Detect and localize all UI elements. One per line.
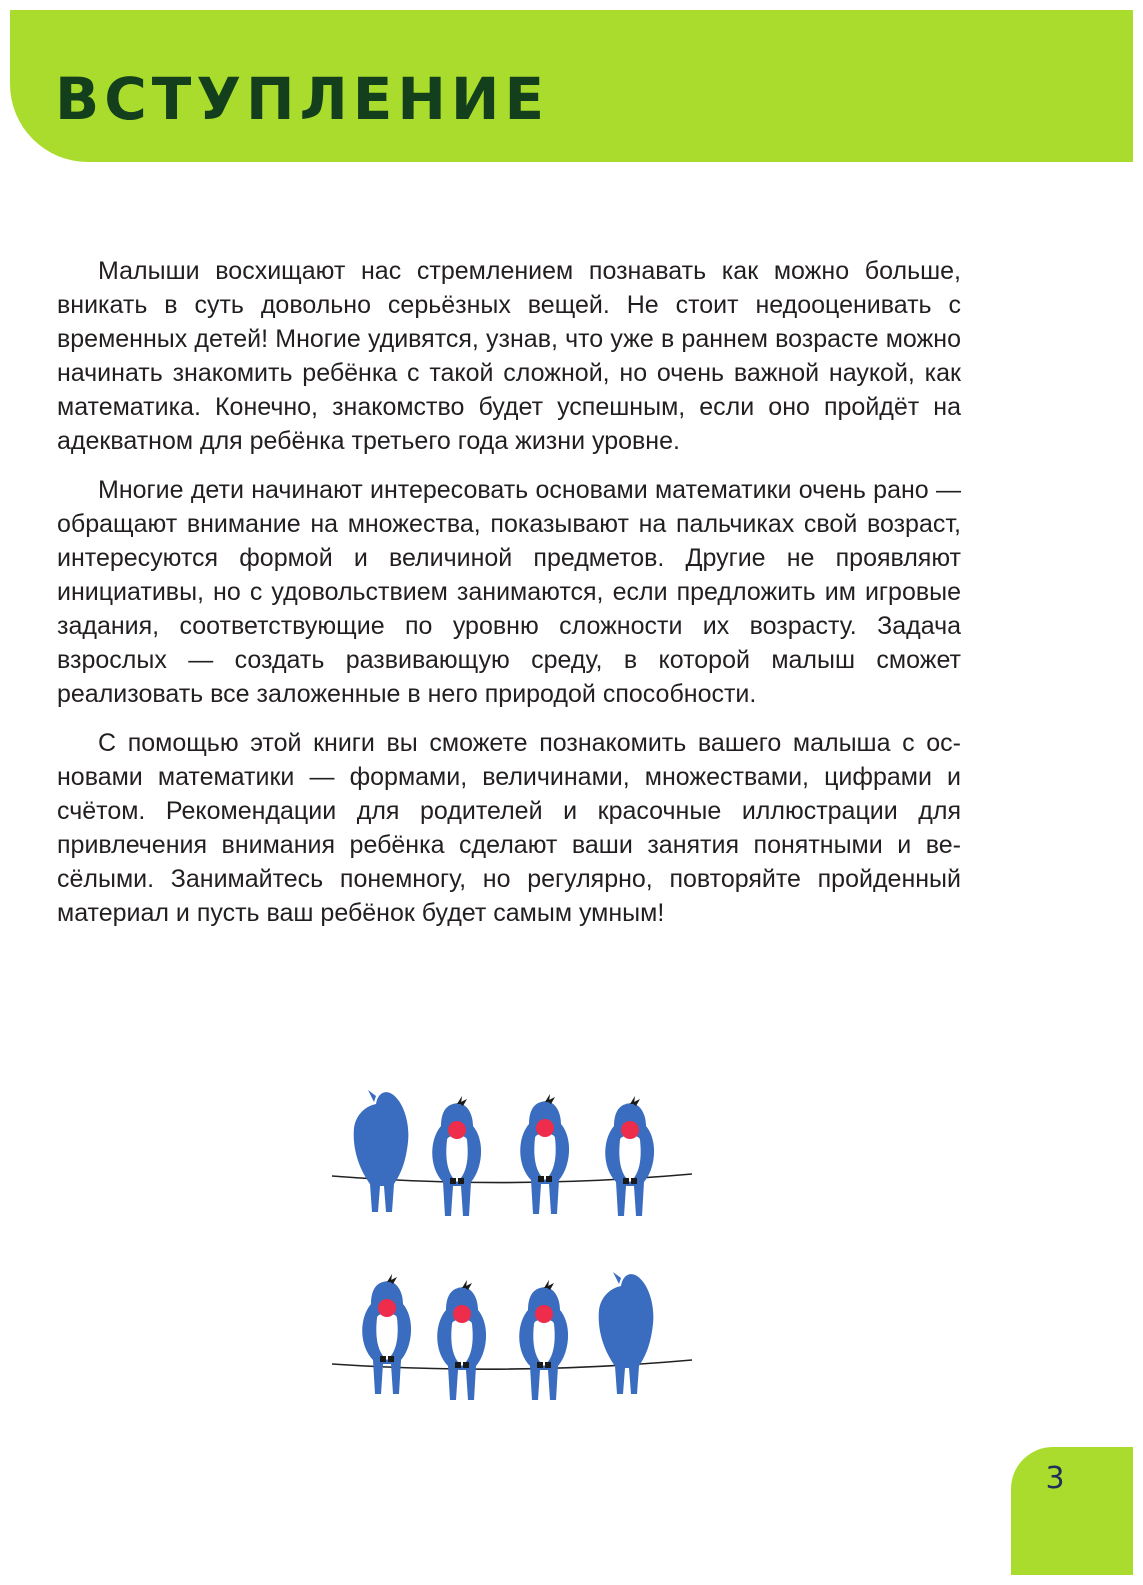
swallow-1: [354, 1090, 409, 1212]
swallow-4: [605, 1096, 654, 1216]
page-number-tab: [1011, 1447, 1133, 1575]
page-title: ВСТУПЛЕНИЕ: [55, 65, 550, 133]
swallow-5: [362, 1274, 411, 1394]
swallow-3: [520, 1094, 569, 1214]
swallows-illustration: [322, 1082, 702, 1462]
swallow-2: [432, 1096, 481, 1216]
swallow-7: [519, 1280, 568, 1400]
paragraph-3: С помощью этой книги вы сможете познакомить вашего малыша с основами математики — формами, величинами, множествами, цифрами и счётом. Рекомендации для родителей и красочные иллюстрации для привлечения внимания ребёнка сделают ваши занятия понятными и весёлыми. Занимайтесь понемногу, но регулярно, повторяйте пройденный материал и пусть ваш ребёнок будет самым умным!: [57, 729, 961, 927]
paragraph-1: Малыши восхищают нас стремлением познавать как можно больше, вникать в суть довольно серьёзных вещей. Не стоит недооценивать с временных детей! Многие удивятся, узнав, что уже в раннем возрасте можно начинать знакомить ребёнка с такой сложной, но очень важной наукой, как математика. Конечно, знакомство будет успешным, если оно пройдёт на адекватном для ребёнка третьего года жизни уровне.: [57, 257, 961, 455]
paragraph-2: Многие дети начинают интересовать основами математики очень рано — обращают внимание на множества, показывают на пальчиках свой возраст, интересуются формой и величиной предметов. Другие не проявляют инициативы, но с удовольствием занимаются, если предложить им игровые задания, соответствующие по уровню сложности их возрасту. Задача взрослых — создать развивающую среду, в которой малыш сможет реализовать все заложенные в него природой способности.: [57, 476, 961, 708]
page-number: 3: [1045, 1461, 1065, 1496]
swallow-8: [599, 1272, 654, 1394]
swallow-6: [437, 1280, 486, 1400]
body-text: [57, 254, 961, 945]
